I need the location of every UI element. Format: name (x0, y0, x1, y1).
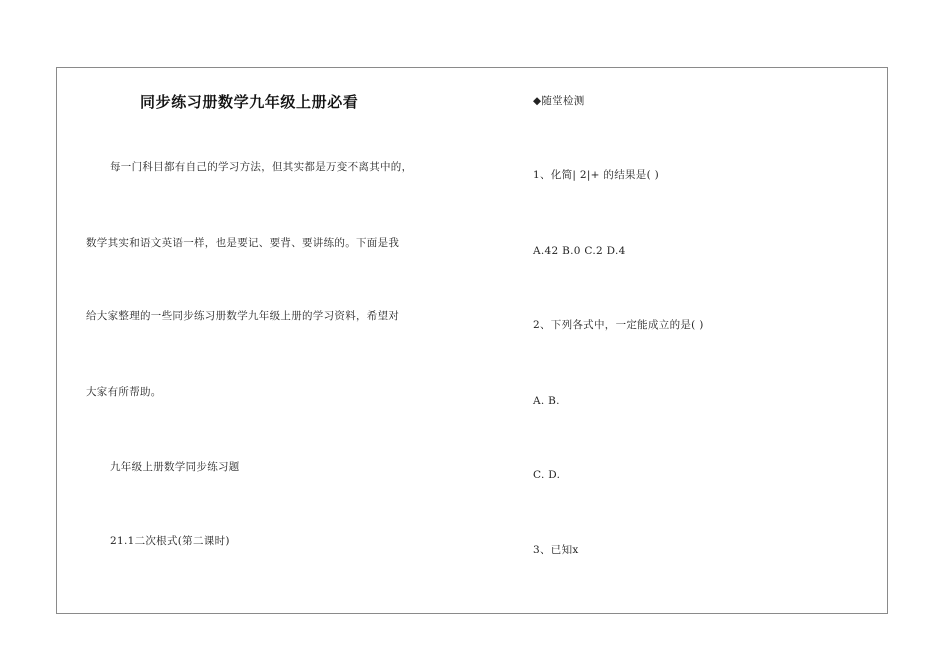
question-2: 2、下列各式中，一定能成立的是( ) (533, 319, 704, 331)
paragraph-line-3: 给大家整理的一些同步练习册数学九年级上册的学习资料，希望对 (86, 310, 400, 322)
paragraph-line-2: 数学其实和语文英语一样，也是要记、要背、要讲练的。下面是我 (86, 237, 400, 249)
question-2-options-ab: A. B. (533, 395, 560, 407)
paragraph-line-4: 大家有所帮助。 (86, 386, 162, 398)
section-heading: 21.1二次根式(第二课时) (110, 535, 230, 547)
question-1: 1、化简| 2|+ 的结果是( ) (533, 169, 660, 181)
question-2-options-cd: C. D. (533, 469, 561, 481)
document-page-border (56, 67, 888, 614)
quiz-heading: ◆随堂检测 (533, 95, 585, 107)
paragraph-line-1: 每一门科目都有自己的学习方法，但其实都是万变不离其中的， (110, 161, 413, 173)
document-title: 同步练习册数学九年级上册必看 (140, 93, 359, 111)
exercise-subheading: 九年级上册数学同步练习题 (110, 461, 240, 473)
question-3: 3、已知x (533, 544, 579, 556)
question-1-options: A.42 B.0 C.2 D.4 (533, 245, 626, 257)
